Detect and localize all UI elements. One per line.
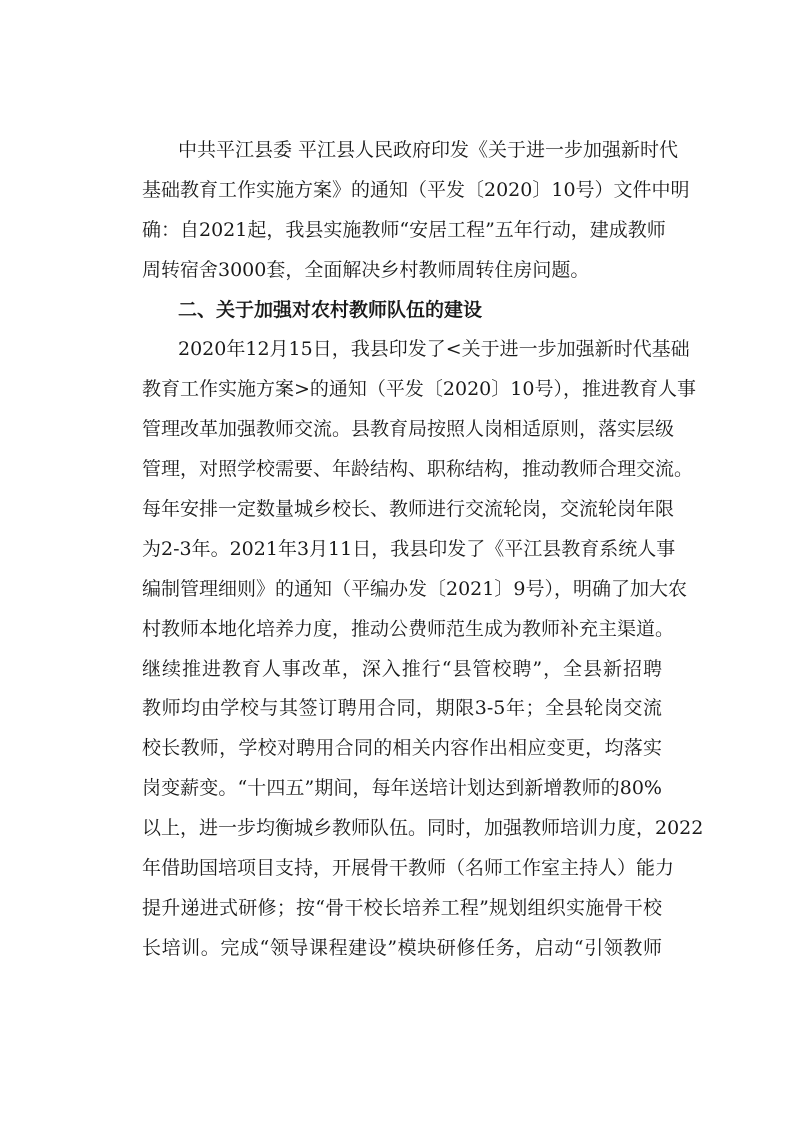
section-heading: 二、关于加强对农村教师队伍的建设 bbox=[178, 298, 483, 321]
paragraph-2-line-8: 村教师本地化培养力度，推动公费师范生成为教师补充主渠道。 bbox=[142, 617, 675, 640]
paragraph-2-line-12: 岗变薪变。“十四五”期间，每年送培计划达到新增教师的80% bbox=[142, 777, 662, 800]
paragraph-1-line-2: 基础教育工作实施方案》的通知（平发〔2020〕10号）文件中明 bbox=[142, 178, 690, 201]
paragraph-2-line-5: 每年安排一定数量城乡校长、教师进行交流轮岗，交流轮岗年限 bbox=[142, 498, 675, 521]
paragraph-2-line-10: 教师均由学校与其签订聘用合同，期限3-5年；全县轮岗交流 bbox=[142, 697, 662, 720]
paragraph-2-line-1: 2020年12月15日，我县印发了<关于进一步加强新时代基础 bbox=[178, 338, 690, 361]
paragraph-1-line-3: 确：自2021起，我县实施教师“安居工程”五年行动，建成教师 bbox=[142, 218, 666, 241]
paragraph-2-line-13: 以上，进一步均衡城乡教师队伍。同时，加强教师培训力度，2022 bbox=[142, 817, 704, 840]
paragraph-2-line-2: 教育工作实施方案>的通知（平发〔2020〕10号），推进教育人事 bbox=[142, 378, 696, 401]
paragraph-2-line-11: 校长教师，学校对聘用合同的相关内容作出相应变更，均落实 bbox=[142, 737, 662, 760]
paragraph-1-line-1: 中共平江县委 平江县人民政府印发《关于进一步加强新时代 bbox=[178, 139, 679, 161]
paragraph-1-line-4: 周转宿舍3000套，全面解决乡村教师周转住房问题。 bbox=[142, 258, 590, 281]
paragraph-2-line-3: 管理改革加强教师交流。县教育局按照人岗相适原则，落实层级 bbox=[142, 418, 675, 441]
paragraph-2-line-15: 提升递进式研修；按“骨干校长培养工程”规划组织实施骨干校 bbox=[142, 896, 662, 919]
paragraph-2-line-7: 编制管理细则》的通知（平编办发〔2021〕9号），明确了加大农 bbox=[142, 577, 687, 600]
paragraph-2-line-14: 年借助国培项目支持，开展骨干教师（名师工作室主持人）能力 bbox=[142, 857, 675, 880]
paragraph-2-line-16: 长培训。完成“领导课程建设”模块研修任务，启动“引领教师 bbox=[142, 936, 662, 959]
paragraph-2-line-6: 为2-3年。2021年3月11日，我县印发了《平江县教育系统人事 bbox=[142, 537, 676, 560]
paragraph-2-line-9: 继续推进教育人事改革，深入推行“县管校聘”，全县新招聘 bbox=[142, 657, 662, 680]
paragraph-2-line-4: 管理，对照学校需要、年龄结构、职称结构，推动教师合理交流。 bbox=[142, 458, 694, 481]
document-body bbox=[142, 131, 704, 969]
